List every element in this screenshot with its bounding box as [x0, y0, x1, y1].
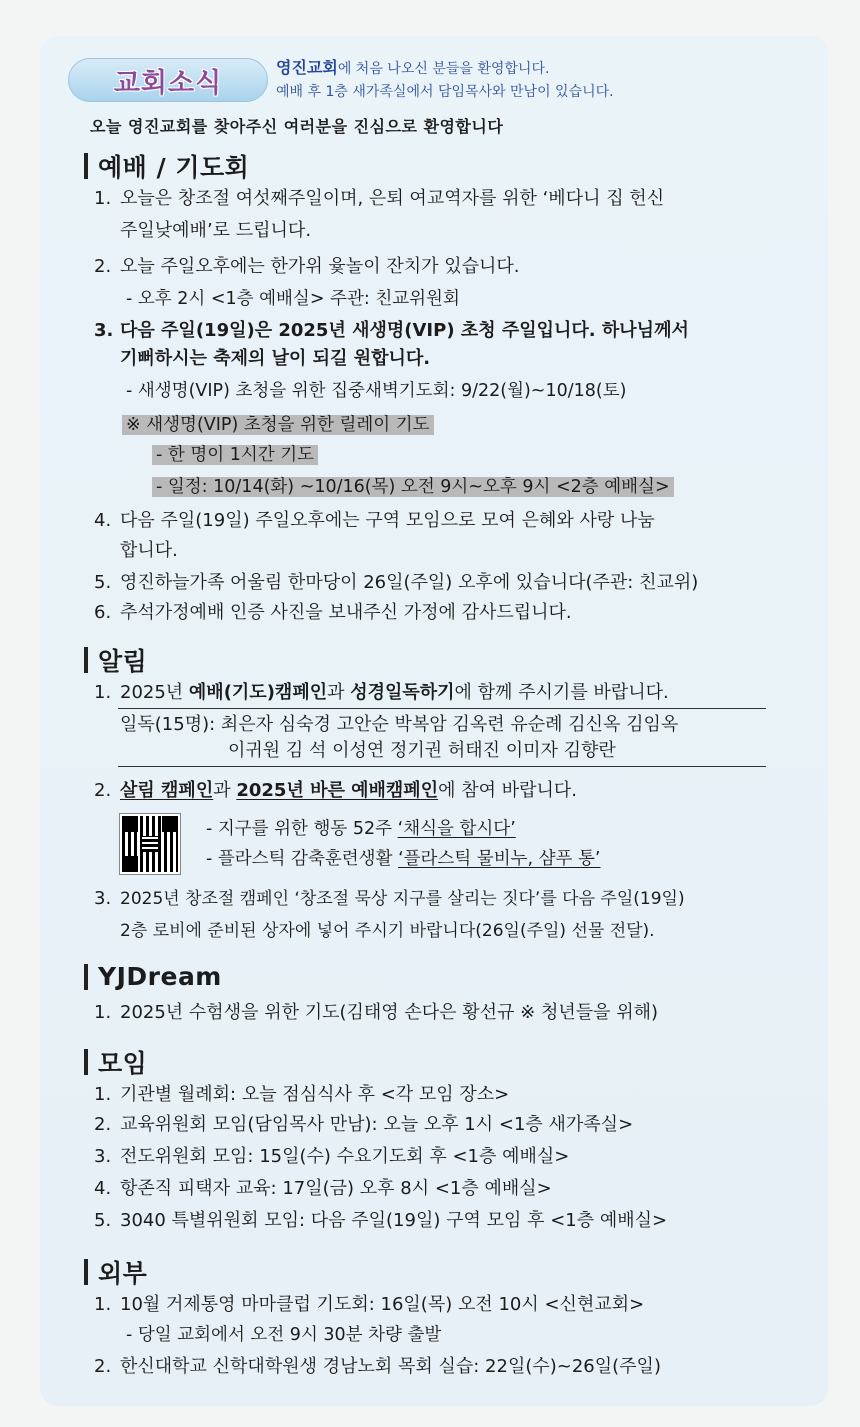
- list-item: 2. 교육위원회 모임(담임목사 만남): 오늘 오후 1시 <1층 새가족실>: [94, 1114, 634, 1135]
- list-item: 4. 다음 주일(19일) 주일오후에는 구역 모임으로 모여 은혜와 사랑 나눔: [94, 510, 655, 531]
- list-item: 2. 오늘 주일오후에는 한가위 윷놀이 잔치가 있습니다.: [94, 256, 520, 277]
- section-bar: [84, 647, 88, 673]
- section-title-external: 외부: [84, 1254, 147, 1290]
- church-name: 영진교회: [276, 58, 338, 77]
- readers-list-line-1: 일독(15명): 최은자 심숙경 고안순 박복암 김옥련 유순례 김신옥 김임옥: [120, 714, 679, 735]
- list-sub-item: - 플라스틱 감축훈련생활 ‘플라스틱 물비누, 샴푸 통’: [206, 849, 601, 869]
- section-title-worship: 예배 / 기도회: [84, 148, 249, 184]
- intro-text: 오늘 영진교회를 찾아주신 여러분을 진심으로 환영합니다: [90, 117, 504, 136]
- list-sub-item: - 지구를 위한 행동 52주 ‘채식을 합시다’: [206, 819, 516, 839]
- badge-label: 교회소식: [113, 67, 223, 99]
- list-item: 3. 전도위원회 모임: 15일(수) 수요기도회 후 <1층 예배실>: [94, 1146, 570, 1167]
- section-title-yjdream: YJDream: [84, 962, 222, 991]
- header: [68, 56, 808, 106]
- list-item: 1. 2025년 수험생을 위한 기도(김태영 손다은 황선규 ※ 청년들을 위해): [94, 1002, 659, 1023]
- list-item: 1. 오늘은 창조절 여섯째주일이며, 은퇴 여교역자를 위한 ‘베다니 집 헌신: [94, 188, 665, 209]
- welcome-message: [276, 56, 614, 104]
- section-bar: [84, 153, 88, 179]
- highlight-line: ※ 새생명(VIP) 초청을 위한 릴레이 기도: [122, 412, 434, 438]
- qr-code-icon[interactable]: [120, 814, 180, 874]
- list-item: 3. 2025년 창조절 캠페인 ‘창조절 묵상 지구를 살리는 짓다’를 다음 주일(19일): [94, 888, 685, 909]
- list-item-cont: 합니다.: [120, 540, 178, 561]
- list-item: 2. 살림 캠페인과 2025년 바른 예배캠페인에 참여 바랍니다.: [94, 780, 577, 801]
- section-bar: [84, 1259, 88, 1285]
- highlight-line: - 한 명이 1시간 기도: [152, 442, 318, 468]
- welcome-line-1: 에 처음 나오신 분들을 환영합니다.: [337, 61, 550, 77]
- list-item: 3. 다음 주일(19일)은 2025년 새생명(VIP) 초청 주일입니다. 하나님께서: [94, 320, 689, 341]
- list-item: 1. 10월 거제통영 마마클럽 기도회: 16일(목) 오전 10시 <신현교회>: [94, 1294, 645, 1315]
- section-title-notice: 알림: [84, 642, 147, 678]
- section-bar: [84, 964, 88, 990]
- divider: [118, 708, 766, 709]
- section-bar: [84, 1049, 88, 1075]
- list-item: 6. 추석가정예배 인증 사진을 보내주신 가정에 감사드립니다.: [94, 602, 572, 623]
- list-item: 5. 3040 특별위원회 모임: 다음 주일(19일) 구역 모임 후 <1층 예배실>: [94, 1210, 668, 1231]
- list-item: 1. 기관별 월례회: 오늘 점심식사 후 <각 모임 장소>: [94, 1084, 510, 1105]
- list-item: 2. 한신대학교 신학대학원생 경남노회 목회 실습: 22일(수)~26일(주일): [94, 1356, 661, 1377]
- list-sub-item: - 당일 교회에서 오전 9시 30분 차량 출발: [126, 1325, 442, 1345]
- divider: [118, 766, 766, 767]
- church-news-badge: [68, 58, 268, 102]
- list-item-cont: 주일낮예배’로 드립니다.: [120, 220, 312, 241]
- list-sub-item: - 새생명(VIP) 초청을 위한 집중새벽기도회: 9/22(월)~10/18(토): [126, 381, 627, 401]
- list-item-cont: 2층 로비에 준비된 상자에 넣어 주시기 바랍니다(26일(주일) 선물 전달).: [120, 921, 655, 941]
- list-item: 4. 항존직 피택자 교육: 17일(금) 오후 8시 <1층 예배실>: [94, 1178, 552, 1199]
- readers-list-line-2: 이귀원 김 석 이성연 정기권 허태진 이미자 김향란: [228, 740, 616, 761]
- list-item: 1. 2025년 예배(기도)캠페인과 성경일독하기에 함께 주시기를 바랍니다.: [94, 682, 669, 703]
- section-title-meeting: 모임: [84, 1044, 147, 1080]
- highlight-line: - 일정: 10/14(화) ~10/16(목) 오전 9시~오후 9시 <2층 예배실>: [152, 474, 674, 500]
- list-item-cont: 기뻐하시는 축제의 날이 되길 원합니다.: [120, 348, 431, 369]
- list-item: 5. 영진하늘가족 어울림 한마당이 26일(주일) 오후에 있습니다(주관: 친교위): [94, 572, 699, 593]
- list-sub-item: - 오후 2시 <1층 예배실> 주관: 친교위원회: [126, 289, 460, 309]
- welcome-line-2: 예배 후 1층 새가족실에서 담임목사와 만남이 있습니다.: [276, 84, 614, 100]
